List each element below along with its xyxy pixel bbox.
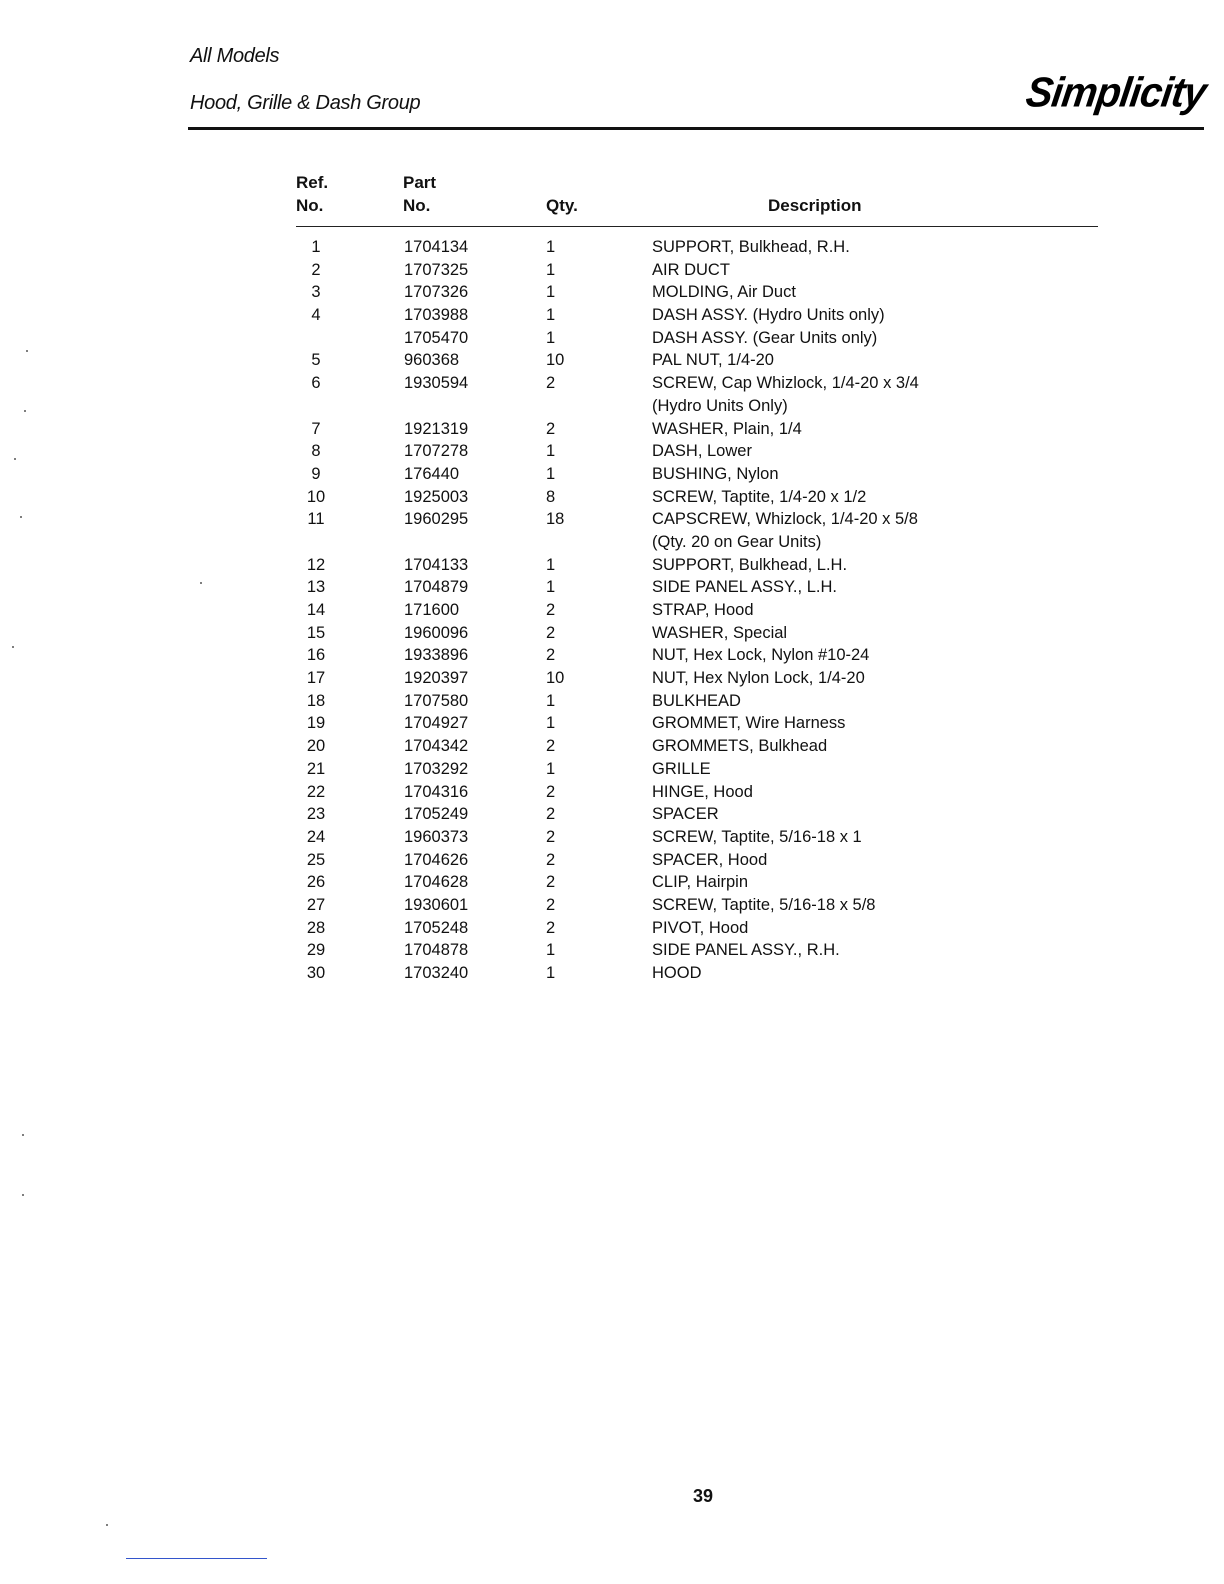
- description-cell: NUT, Hex Nylon Lock, 1/4-20: [652, 669, 865, 688]
- description-cell: SPACER, Hood: [652, 850, 768, 869]
- table-row: [296, 735, 1098, 758]
- description-cell: DASH ASSY. (Gear Units only): [652, 328, 878, 347]
- description-cell: SIDE PANEL ASSY., L.H.: [652, 578, 837, 597]
- table-row: [296, 871, 1098, 894]
- ref-cell: 16: [306, 646, 326, 665]
- table-row: [296, 236, 1098, 259]
- description-cell: GROMMETS, Bulkhead: [652, 737, 828, 756]
- qty-cell: 2: [546, 895, 556, 914]
- qty-cell: 2: [546, 873, 556, 892]
- description-cell: WASHER, Plain, 1/4: [652, 419, 802, 438]
- description-cell: BUSHING, Nylon: [652, 464, 779, 483]
- scan-speck: [22, 1134, 24, 1136]
- brand-logo: Simplicity: [1023, 69, 1209, 116]
- scan-speck: [200, 582, 202, 584]
- description-cell: PIVOT, Hood: [652, 918, 749, 937]
- qty-cell: 2: [546, 737, 556, 756]
- part-number-cell: 1707325: [404, 260, 469, 279]
- description-cell: SPACER: [652, 805, 719, 824]
- qty-cell: 1: [546, 464, 556, 483]
- ref-cell: 13: [306, 578, 326, 597]
- part-number-cell: 1704342: [404, 737, 469, 756]
- table-row: [296, 758, 1098, 781]
- ref-cell: 27: [306, 895, 326, 914]
- ref-cell: 17: [306, 669, 326, 688]
- table-row: [296, 599, 1098, 622]
- ref-cell: 19: [306, 714, 326, 733]
- qty-cell: 2: [546, 419, 556, 438]
- description-cell: WASHER, Special: [652, 623, 788, 642]
- table-row: [296, 463, 1098, 486]
- qty-cell: 1: [546, 691, 556, 710]
- parts-table: [296, 236, 1098, 985]
- table-row: [296, 803, 1098, 826]
- qty-cell: 1: [546, 941, 556, 960]
- table-row: [296, 781, 1098, 804]
- table-row: [296, 690, 1098, 713]
- ref-cell: 22: [306, 782, 326, 801]
- ref-cell: 3: [311, 283, 321, 302]
- part-number-cell: 1705249: [404, 805, 469, 824]
- table-row: [296, 281, 1098, 304]
- ref-cell: 2: [311, 260, 321, 279]
- part-number-cell: 171600: [404, 601, 460, 619]
- part-number-cell: 1704927: [404, 714, 469, 733]
- col-head-part-top: Part: [403, 173, 437, 192]
- table-row: [296, 576, 1098, 599]
- col-head-part-bottom: No.: [403, 196, 431, 215]
- ref-cell: 15: [306, 623, 326, 642]
- qty-cell: 1: [546, 714, 556, 733]
- description-cell: SCREW, Taptite, 1/4-20 x 1/2: [652, 487, 867, 506]
- ref-cell: 11: [307, 510, 325, 529]
- description-cell: SCREW, Taptite, 5/16-18 x 1: [652, 827, 862, 846]
- header-rule: [188, 127, 1204, 130]
- description-cell: STRAP, Hood: [652, 601, 754, 619]
- table-row: [296, 554, 1098, 577]
- col-head-ref-bottom: No.: [296, 196, 324, 215]
- qty-cell: 2: [546, 646, 556, 665]
- description-cell: SCREW, Taptite, 5/16-18 x 5/8: [652, 895, 876, 914]
- qty-cell: 1: [546, 306, 556, 325]
- table-row: [296, 531, 1098, 554]
- scan-speck: [20, 516, 22, 518]
- description-cell: CLIP, Hairpin: [652, 873, 748, 892]
- qty-cell: 1: [546, 283, 556, 302]
- description-cell: NUT, Hex Lock, Nylon #10-24: [652, 646, 870, 665]
- part-number-cell: 1707580: [404, 691, 469, 710]
- scan-speck: [22, 1194, 24, 1196]
- part-number-cell: 1705248: [404, 918, 469, 937]
- col-head-part: [403, 171, 436, 217]
- part-number-cell: 1920397: [404, 669, 469, 688]
- column-header-rule: [296, 226, 1098, 227]
- description-cell: SUPPORT, Bulkhead, R.H.: [652, 238, 850, 256]
- part-number-cell: 1704878: [404, 941, 469, 960]
- table-row: [296, 259, 1098, 282]
- qty-cell: 1: [546, 555, 556, 574]
- col-head-ref-top: Ref.: [296, 173, 329, 192]
- part-number-cell: 1703292: [404, 759, 469, 778]
- description-cell: GROMMET, Wire Harness: [652, 714, 846, 733]
- table-row: [296, 304, 1098, 327]
- part-number-cell: 1703988: [404, 306, 469, 325]
- ref-cell: 25: [306, 850, 326, 869]
- part-number-cell: 1930601: [404, 895, 469, 914]
- table-row: [296, 917, 1098, 940]
- description-cell: HOOD: [652, 964, 702, 982]
- table-row: [296, 826, 1098, 849]
- ref-cell: 12: [306, 555, 326, 574]
- ref-cell: 29: [306, 941, 326, 960]
- description-cell: SCREW, Cap Whizlock, 1/4-20 x 3/4: [652, 374, 919, 393]
- ref-cell: 5: [311, 351, 321, 370]
- qty-cell: 2: [546, 918, 556, 937]
- ref-cell: 4: [311, 306, 321, 325]
- ref-cell: 18: [306, 691, 326, 710]
- qty-cell: 2: [546, 374, 556, 393]
- qty-cell: 1: [546, 759, 556, 778]
- qty-cell: 2: [546, 805, 556, 824]
- part-number-cell: 1705470: [404, 328, 469, 347]
- part-number-cell: 1707326: [404, 283, 469, 302]
- part-number-cell: 1960295: [404, 510, 469, 529]
- qty-cell: 2: [546, 782, 556, 801]
- table-row: [296, 440, 1098, 463]
- description-cell: MOLDING, Air Duct: [652, 283, 796, 302]
- part-number-cell: 1704134: [404, 238, 469, 256]
- col-head-qty: Qty.: [546, 196, 578, 215]
- description-cell: SUPPORT, Bulkhead, L.H.: [652, 555, 848, 574]
- ref-cell: 1: [311, 238, 321, 256]
- qty-cell: 10: [546, 669, 565, 688]
- ref-cell: 10: [306, 487, 326, 506]
- table-row: [296, 349, 1098, 372]
- qty-cell: 2: [546, 623, 556, 642]
- page-number: 39: [692, 1486, 714, 1506]
- table-row: [296, 508, 1098, 531]
- qty-cell: 1: [546, 260, 556, 279]
- header-models: All Models: [190, 45, 280, 67]
- ref-cell: 6: [311, 374, 321, 393]
- ref-cell: 21: [306, 759, 326, 778]
- description-cell: AIR DUCT: [652, 260, 730, 279]
- table-row: [296, 712, 1098, 735]
- qty-cell: 1: [546, 328, 556, 347]
- qty-cell: 8: [546, 487, 556, 506]
- ref-cell: 7: [311, 419, 321, 438]
- ref-cell: 28: [306, 918, 326, 937]
- ref-cell: 8: [311, 442, 321, 461]
- part-number-cell: 1960096: [404, 623, 469, 642]
- part-number-cell: 1704133: [404, 555, 469, 574]
- ref-cell: 20: [306, 737, 326, 756]
- qty-cell: 2: [546, 601, 556, 619]
- scan-speck: [14, 458, 16, 460]
- ref-cell: 24: [306, 827, 326, 846]
- table-row: [296, 894, 1098, 917]
- ref-cell: 9: [311, 464, 321, 483]
- ref-cell: 14: [306, 601, 326, 619]
- part-number-cell: 1704628: [404, 873, 469, 892]
- ref-cell: 23: [306, 805, 326, 824]
- description-cell: (Qty. 20 on Gear Units): [652, 532, 822, 551]
- part-number-cell: 960368: [404, 351, 460, 370]
- scan-speck: [12, 646, 14, 648]
- scan-speck: [106, 1524, 108, 1526]
- table-row: [296, 486, 1098, 509]
- table-row: [296, 372, 1098, 395]
- bottom-link-underline: [126, 1558, 267, 1559]
- table-row: [296, 622, 1098, 645]
- header-group-title: Hood, Grille & Dash Group: [190, 92, 421, 114]
- part-number-cell: 1925003: [404, 487, 469, 506]
- part-number-cell: 1703240: [404, 964, 469, 982]
- scan-speck: [26, 350, 28, 352]
- description-cell: BULKHEAD: [652, 691, 741, 710]
- description-cell: PAL NUT, 1/4-20: [652, 351, 774, 370]
- description-cell: SIDE PANEL ASSY., R.H.: [652, 941, 840, 960]
- qty-cell: 1: [546, 238, 556, 256]
- scan-speck: [24, 410, 26, 412]
- table-row: [296, 418, 1098, 441]
- qty-cell: 18: [546, 510, 565, 529]
- col-head-description: Description: [768, 196, 862, 215]
- part-number-cell: 1930594: [404, 374, 469, 393]
- description-cell: GRILLE: [652, 759, 711, 778]
- table-row: [296, 849, 1098, 872]
- description-cell: DASH ASSY. (Hydro Units only): [652, 306, 885, 325]
- part-number-cell: 1704626: [404, 850, 469, 869]
- description-cell: HINGE, Hood: [652, 782, 753, 801]
- description-cell: (Hydro Units Only): [652, 396, 788, 415]
- qty-cell: 1: [546, 442, 556, 461]
- table-row: [296, 327, 1098, 350]
- part-number-cell: 1960373: [404, 827, 469, 846]
- ref-cell: 30: [306, 964, 326, 982]
- qty-cell: 1: [546, 578, 556, 597]
- part-number-cell: 1933896: [404, 646, 469, 665]
- table-row: [296, 644, 1098, 667]
- table-row: [296, 667, 1098, 690]
- part-number-cell: 1704316: [404, 782, 469, 801]
- description-cell: CAPSCREW, Whizlock, 1/4-20 x 5/8: [652, 510, 918, 529]
- qty-cell: 2: [546, 850, 556, 869]
- part-number-cell: 176440: [404, 464, 460, 483]
- part-number-cell: 1921319: [404, 419, 469, 438]
- qty-cell: 2: [546, 827, 556, 846]
- col-head-ref: [296, 171, 328, 217]
- qty-cell: 10: [546, 351, 565, 370]
- description-cell: DASH, Lower: [652, 442, 752, 461]
- part-number-cell: 1704879: [404, 578, 469, 597]
- part-number-cell: 1707278: [404, 442, 469, 461]
- table-row: [296, 395, 1098, 418]
- qty-cell: 1: [546, 964, 556, 982]
- table-row: [296, 962, 1098, 985]
- ref-cell: 26: [306, 873, 326, 892]
- table-row: [296, 939, 1098, 962]
